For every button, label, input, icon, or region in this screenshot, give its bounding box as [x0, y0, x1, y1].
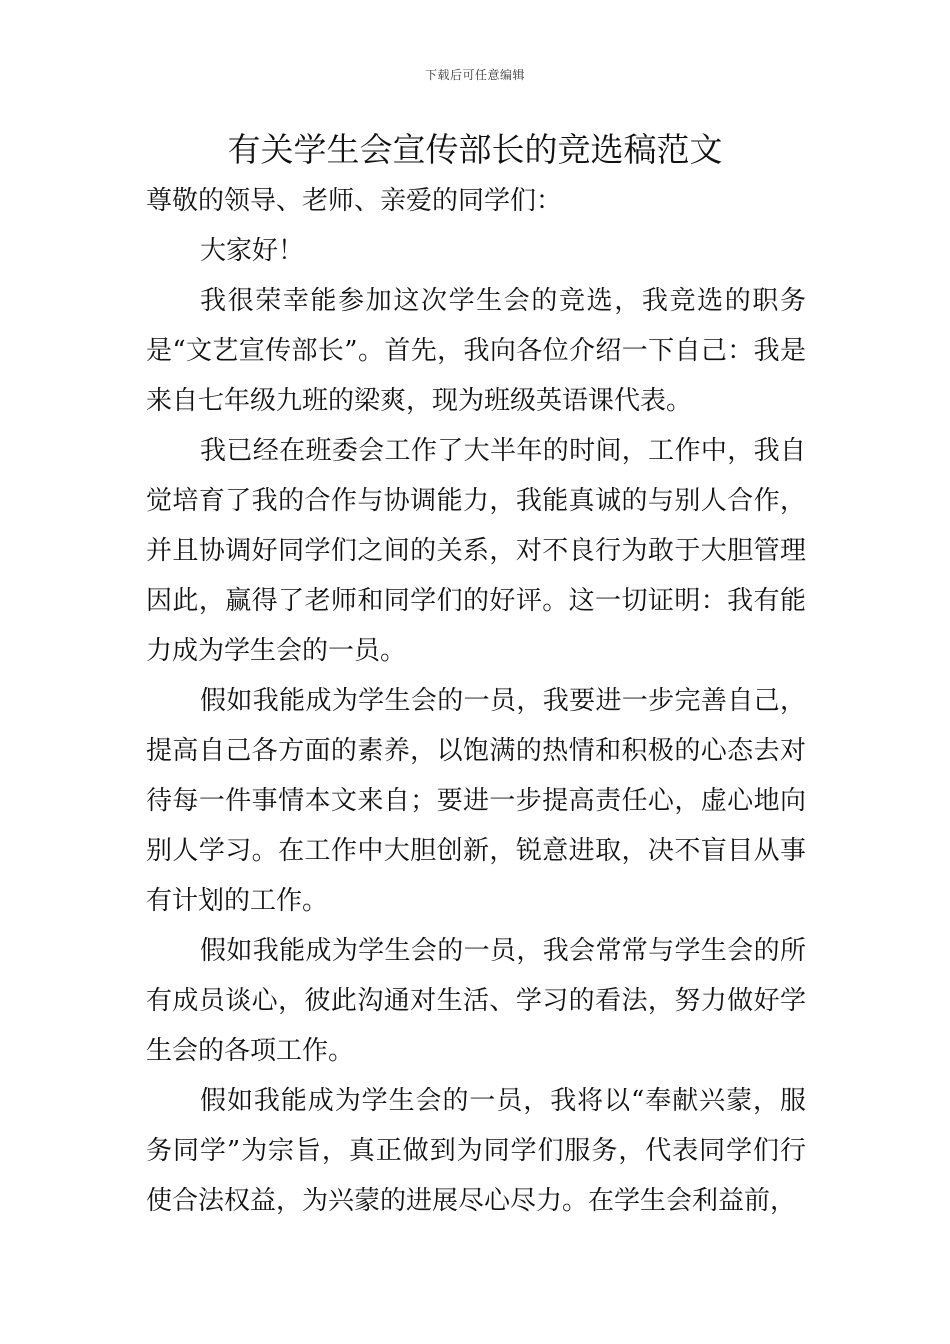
body-paragraph: 假如我能成为学生会的一员，我要进一步完善自己，提高自己各方面的素养，以饱满的热情和积极的心态去对待每一件事情本文来自；要进一步提高责任心，虚心地向别人学习。在工作中大胆创新，锐意进取，决不盲目从事有计划的工作。 [146, 686, 806, 916]
greeting: 大家好！ [200, 236, 305, 266]
salutation: 尊敬的领导、老师、亲爱的同学们： [146, 186, 563, 216]
document-title: 有关学生会宣传部长的竞选稿范文 [227, 130, 723, 169]
body-paragraph: 假如我能成为学生会的一员，我会常常与学生会的所有成员谈心，彼此沟通对生活、学习的看法，努力做好学生会的各项工作。 [146, 936, 806, 1066]
body-paragraph: 假如我能成为学生会的一员，我将以“奉献兴蒙，服务同学”为宗旨，真正做到为同学们服务，代表同学们行使合法权益，为兴蒙的进展尽心尽力。在学生会利益前， [146, 1086, 806, 1216]
body-paragraph: 我已经在班委会工作了大半年的时间，工作中，我自觉培育了我的合作与协调能力，我能真诚的与别人合作，并且协调好同学们之间的关系，对不良行为敢于大胆管理因此，赢得了老师和同学们的好评。这一切证明：我有能力成为学生会的一员。 [146, 436, 806, 666]
header-note: 下载后可任意编辑 [424, 68, 525, 82]
document-body [146, 176, 806, 1226]
body-paragraph: 我很荣幸能参加这次学生会的竞选，我竞选的职务是“文艺宣传部长”。首先，我向各位介绍一下自己：我是来自七年级九班的梁爽，现为班级英语课代表。 [146, 286, 806, 416]
